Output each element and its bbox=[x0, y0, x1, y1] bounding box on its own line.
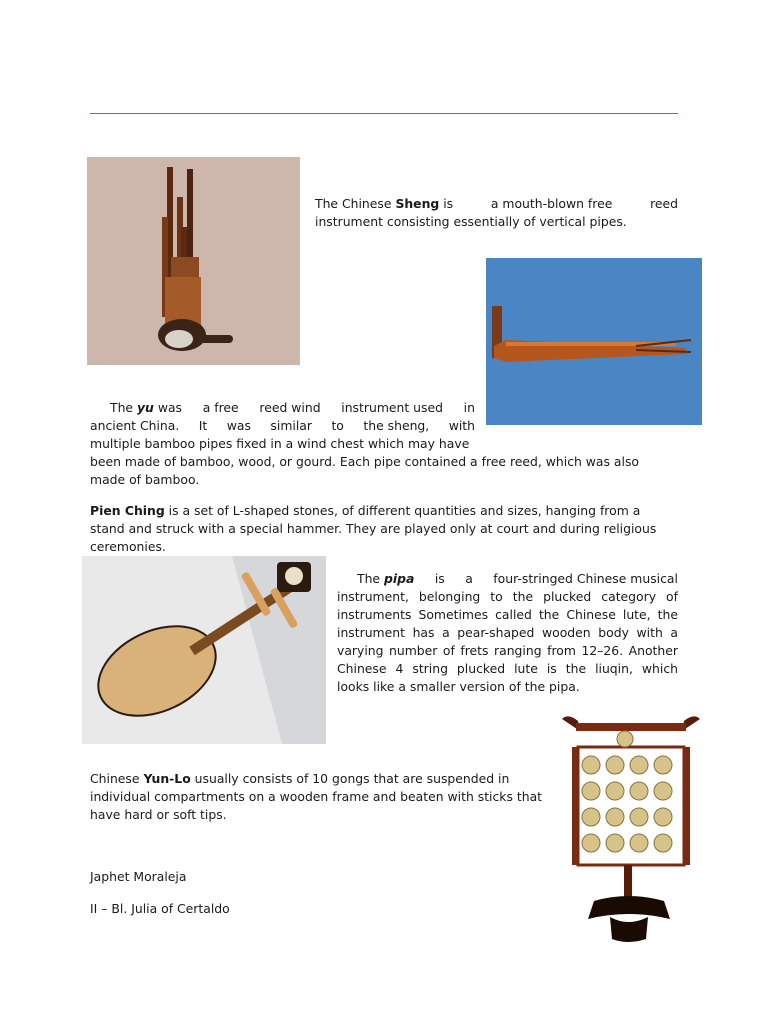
yu-pre: The bbox=[110, 400, 137, 415]
yu-word: to bbox=[331, 418, 344, 433]
yunlo-line-1 bbox=[90, 770, 509, 788]
sheng-line-2: instrument consisting essentially of vertical pipes. bbox=[315, 214, 627, 229]
pipa-intro bbox=[357, 570, 414, 588]
sheng-word: reed bbox=[650, 196, 678, 211]
yu-name: yu bbox=[136, 400, 154, 415]
yunlo-line-2: individual compartments on a wooden frame and beaten with sticks that bbox=[90, 789, 543, 804]
pien-name: Pien Ching bbox=[90, 503, 165, 518]
yunlo-image bbox=[558, 713, 704, 945]
pien-rest: is a set of L-shaped stones, of different quantities and sizes, hanging from a bbox=[164, 503, 641, 518]
yu-word: the sheng, bbox=[363, 418, 430, 433]
yu-line-5: made of bamboo. bbox=[90, 472, 200, 487]
pipa-word: four-stringed Chinese musical bbox=[493, 571, 678, 586]
yu-word: was bbox=[226, 418, 251, 433]
yu-post: was bbox=[153, 400, 183, 415]
yu-word-1 bbox=[110, 399, 182, 417]
yunlo-rest: usually consists of 10 gongs that are suspended in bbox=[190, 771, 510, 786]
pien-line-2: stand and struck with a special hammer. They are played only at court and during religious bbox=[90, 521, 657, 536]
yu-word: instrument used bbox=[341, 400, 443, 415]
yu-illustration bbox=[486, 258, 702, 425]
yunlo-pre: Chinese bbox=[90, 771, 144, 786]
yunlo-name: Yun-Lo bbox=[143, 771, 191, 786]
yu-line-4: been made of bamboo, wood, or gourd. Each pipe contained a free reed, which was also bbox=[90, 454, 639, 469]
pipa-line-4: instrument has a pear-shaped wooden body with a bbox=[337, 625, 678, 640]
sheng-post: is bbox=[439, 196, 454, 211]
pipa-line-1 bbox=[337, 570, 678, 588]
yu-word: reed wind bbox=[259, 400, 321, 415]
pien-line-1 bbox=[90, 502, 640, 520]
pipa-line-3: instruments Sometimes called the Chinese lute, the bbox=[337, 607, 678, 622]
pipa-pre: The bbox=[357, 571, 384, 586]
pipa-word: a bbox=[465, 571, 473, 586]
pipa-line-7: looks like a smaller version of the pipa. bbox=[337, 679, 580, 694]
yunlo-line-3: have hard or soft tips. bbox=[90, 807, 227, 822]
sheng-pre: The Chinese bbox=[315, 196, 396, 211]
sheng-illustration bbox=[87, 157, 300, 365]
sheng-name: Sheng bbox=[395, 196, 440, 211]
yu-word: a free bbox=[202, 400, 239, 415]
header-rule bbox=[90, 113, 678, 114]
yunlo-illustration bbox=[558, 713, 704, 945]
yu-word: It bbox=[198, 418, 208, 433]
pipa-line-2: instrument, belonging to the plucked category of bbox=[337, 589, 678, 604]
yu-word: with bbox=[448, 418, 475, 433]
pipa-line-5: varying number of frets ranging from 12–26. Another bbox=[337, 643, 678, 658]
author-name: Japhet Moraleja bbox=[90, 869, 187, 884]
yu-word: in bbox=[463, 400, 475, 415]
yu-line-3: multiple bamboo pipes fixed in a wind chest which may have bbox=[90, 436, 470, 451]
pipa-illustration bbox=[82, 556, 326, 744]
yu-line-1 bbox=[90, 399, 475, 417]
author-section: II – Bl. Julia of Certaldo bbox=[90, 901, 230, 916]
pien-line-3: ceremonies. bbox=[90, 539, 166, 554]
yu-word: similar bbox=[270, 418, 312, 433]
sheng-image bbox=[87, 157, 300, 365]
sheng-word: a mouth-blown free bbox=[490, 196, 613, 211]
yu-image bbox=[486, 258, 702, 425]
pipa-name: pipa bbox=[383, 571, 415, 586]
yu-word: ancient China. bbox=[90, 418, 180, 433]
sheng-intro bbox=[315, 195, 453, 213]
pipa-word: is bbox=[434, 571, 445, 586]
yu-line-2 bbox=[90, 417, 475, 435]
sheng-line-1 bbox=[315, 195, 678, 213]
pipa-image bbox=[82, 556, 326, 744]
pipa-line-6: Chinese 4 string plucked lute is the liuqin, which bbox=[337, 661, 678, 676]
